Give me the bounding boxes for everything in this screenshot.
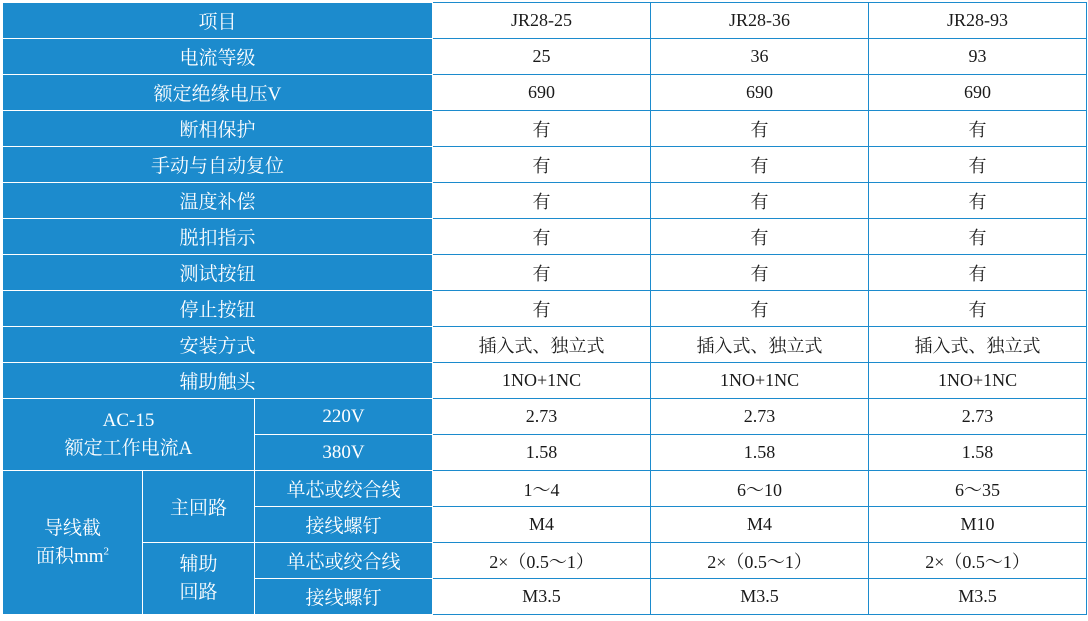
row-label: 手动与自动复位 — [3, 147, 433, 183]
row-value: 690 — [869, 75, 1087, 111]
row-value: 有 — [433, 147, 651, 183]
main-circuit-sub-label-screw: 接线螺钉 — [255, 507, 433, 543]
specification-table — [2, 2, 1087, 615]
row-label: 测试按钮 — [3, 255, 433, 291]
row-value: 2×（0.5～1） — [651, 543, 869, 579]
wire-group-label — [3, 471, 143, 615]
row-label: 脱扣指示 — [3, 219, 433, 255]
row-value: 有 — [869, 291, 1087, 327]
row-value: 有 — [651, 147, 869, 183]
row-value: 2.73 — [433, 399, 651, 435]
row-value: 有 — [433, 111, 651, 147]
row-value: 93 — [869, 39, 1087, 75]
header-model-1: JR28-25 — [433, 3, 651, 39]
row-label: 安装方式 — [3, 327, 433, 363]
row-value: 有 — [651, 291, 869, 327]
row-value: 1～4 — [433, 471, 651, 507]
row-label: 电流等级 — [3, 39, 433, 75]
row-value: 有 — [869, 255, 1087, 291]
row-value: 25 — [433, 39, 651, 75]
row-value: 有 — [869, 183, 1087, 219]
row-value: M3.5 — [651, 579, 869, 615]
table-row — [3, 75, 1087, 111]
main-circuit-sub-label-wire: 单芯或绞合线 — [255, 471, 433, 507]
row-value: 2.73 — [651, 399, 869, 435]
ac15-group-label — [3, 399, 255, 471]
table-row — [3, 291, 1087, 327]
table-row-ac15-220v — [3, 399, 1087, 435]
table-row — [3, 219, 1087, 255]
row-value: 插入式、独立式 — [869, 327, 1087, 363]
row-label: 额定绝缘电压V — [3, 75, 433, 111]
row-value: 有 — [869, 147, 1087, 183]
row-value: 2.73 — [869, 399, 1087, 435]
row-label: 断相保护 — [3, 111, 433, 147]
row-value: 6～10 — [651, 471, 869, 507]
table-row — [3, 111, 1087, 147]
row-value: 有 — [433, 291, 651, 327]
row-value: 1.58 — [651, 435, 869, 471]
row-value: 36 — [651, 39, 869, 75]
row-value: 1NO+1NC — [433, 363, 651, 399]
row-value: 690 — [651, 75, 869, 111]
row-value: 1.58 — [433, 435, 651, 471]
aux-label-line2: 回路 — [179, 581, 218, 603]
ac15-label-line2: 额定工作电流A — [64, 437, 193, 459]
aux-label-line1: 辅助 — [179, 553, 218, 575]
row-value: 插入式、独立式 — [651, 327, 869, 363]
row-value: 1NO+1NC — [869, 363, 1087, 399]
wire-label-line1: 导线截 — [43, 517, 101, 539]
ac15-sub-label-220v: 220V — [255, 399, 433, 435]
row-value: 有 — [651, 183, 869, 219]
row-value: 1.58 — [869, 435, 1087, 471]
table-row-aux-wire — [3, 543, 1087, 579]
table-row — [3, 183, 1087, 219]
table-row — [3, 327, 1087, 363]
row-value: 2×（0.5～1） — [869, 543, 1087, 579]
row-value: 有 — [651, 255, 869, 291]
row-value: 690 — [433, 75, 651, 111]
row-value: M10 — [869, 507, 1087, 543]
aux-circuit-sub-label-wire: 单芯或绞合线 — [255, 543, 433, 579]
row-value: 有 — [869, 111, 1087, 147]
aux-circuit-sub-label-screw: 接线螺钉 — [255, 579, 433, 615]
header-model-3: JR28-93 — [869, 3, 1087, 39]
row-label: 温度补偿 — [3, 183, 433, 219]
table-row — [3, 363, 1087, 399]
table-row-main-wire — [3, 471, 1087, 507]
table-row — [3, 147, 1087, 183]
row-value: 插入式、独立式 — [433, 327, 651, 363]
row-value: M4 — [651, 507, 869, 543]
row-value: 有 — [869, 219, 1087, 255]
wire-label-superscript: 2 — [103, 545, 110, 558]
row-value: M3.5 — [869, 579, 1087, 615]
main-circuit-label: 主回路 — [143, 471, 255, 543]
ac15-sub-label-380v: 380V — [255, 435, 433, 471]
table-header-row — [3, 3, 1087, 39]
row-value: M3.5 — [433, 579, 651, 615]
row-value: 有 — [651, 219, 869, 255]
row-value: 有 — [433, 219, 651, 255]
row-value: M4 — [433, 507, 651, 543]
header-model-2: JR28-36 — [651, 3, 869, 39]
header-item-label: 项目 — [3, 3, 433, 39]
row-label: 辅助触头 — [3, 363, 433, 399]
table-row — [3, 39, 1087, 75]
row-value: 1NO+1NC — [651, 363, 869, 399]
row-value: 有 — [433, 183, 651, 219]
row-value: 有 — [433, 255, 651, 291]
row-label: 停止按钮 — [3, 291, 433, 327]
wire-label-line2: 面积$mm^2$ — [35, 545, 110, 567]
ac15-label-line1: AC-15 — [102, 409, 155, 431]
row-value: 2×（0.5～1） — [433, 543, 651, 579]
row-value: 6～35 — [869, 471, 1087, 507]
table-row — [3, 255, 1087, 291]
row-value: 有 — [651, 111, 869, 147]
aux-circuit-label — [143, 543, 255, 615]
